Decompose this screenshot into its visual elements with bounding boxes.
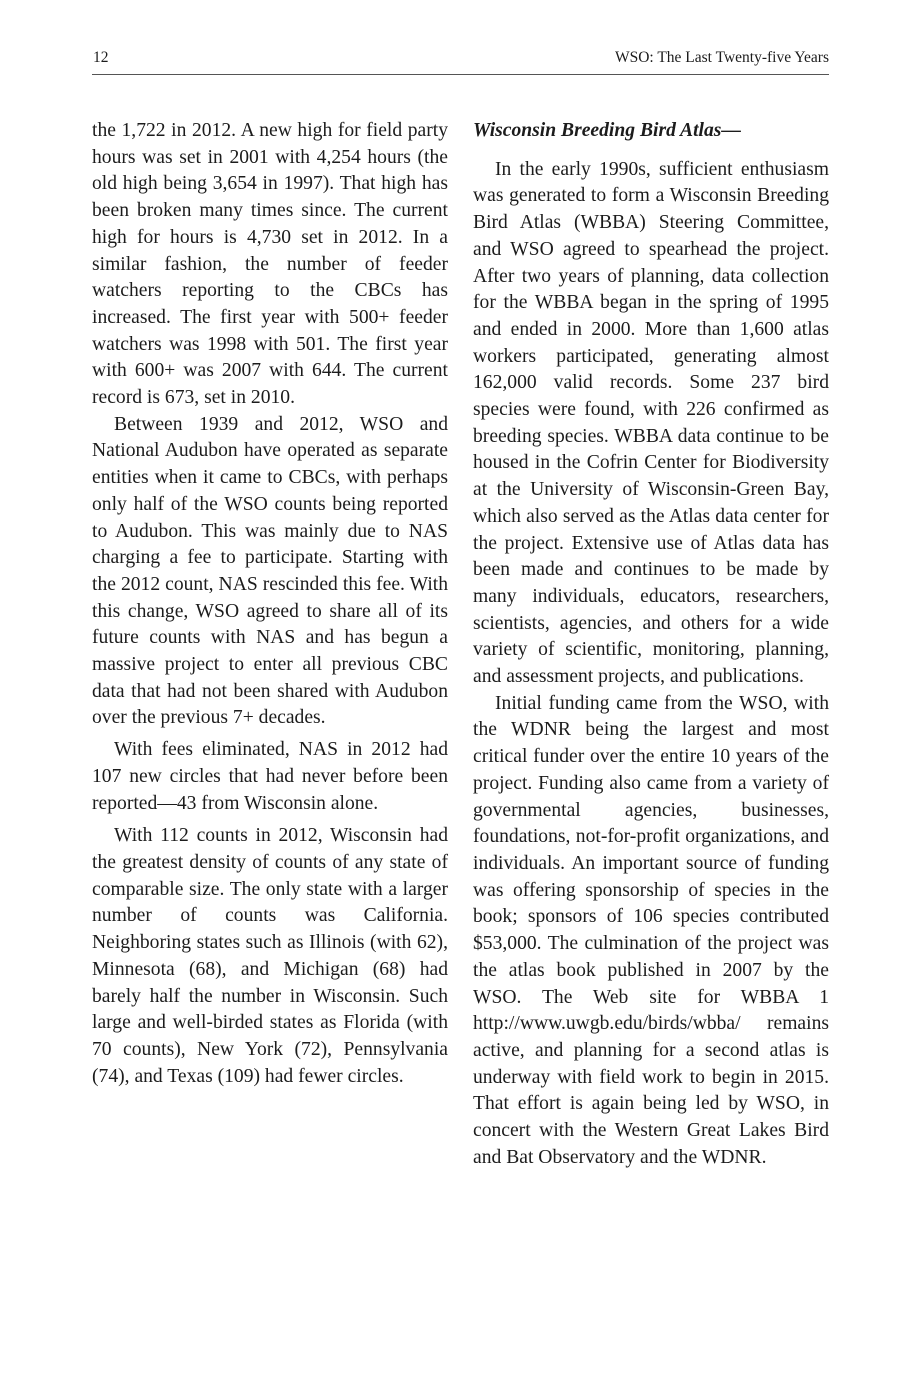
right-column — [473, 118, 829, 1171]
page-number: 12 — [93, 49, 109, 66]
paragraph: the 1,722 in 2012. A new high for field party hours was set in 2001 with 4,254 hours (the old high being 3,654 in 1997). That high has been broken many times since. The current high for hours is 4,730 set in 2012. In a similar fashion, the number of feeder watchers reporting to the CBCs has increased. The first year with 500+ feeder watchers was 1998 with 501. The first year with 600+ was 2007 with 644. The current record is 673, set in 2010. — [92, 120, 448, 409]
paragraph: Between 1939 and 2012, WSO and National Audubon have operated as separate entities when it came to CBCs, with perhaps only half of the WSO counts being reported to Audubon. This was mainly due to NAS charging a fee to participate. Starting with the 2012 count, NAS rescinded this fee. With this change, WSO agreed to share all of its future counts with NAS and has begun a massive project to enter all previous CBC data that had not been shared with Audubon over the previous 7+ decades. — [92, 413, 448, 729]
paragraph: Initial funding came from the WSO, with the WDNR being the largest and most critical funder over the entire 10 years of the project. Funding also came from a variety of governmental agencies, businesses, foundations, not-for-profit organizations, and individuals. An important source of funding was offering sponsorship of species in the book; sponsors of 106 species contributed $53,000. The culmination of the project was the atlas book published in 2007 by the WSO. The Web site for WBBA 1 http://www.uwgb.edu/birds/wbba/ remains active, and planning for a second atlas is underway with field work to begin in 2015. That effort is again being led by WSO, in concert with the Western Great Lakes Bird and Bat Observatory and the WDNR. — [473, 692, 829, 1168]
running-header — [92, 48, 829, 75]
paragraph: With 112 counts in 2012, Wisconsin had the greatest density of counts of any state of comparable size. The only state with a larger number of counts was California. Neighboring states such as Illinois (with 62), Minnesota (68), and Michigan (68) had barely half the number in Wisconsin. Such large and well-birded states as Florida (with 70 counts), New York (72), Pennsylvania (74), and Texas (109) had fewer circles. — [92, 825, 448, 1087]
section-heading: Wisconsin Breeding Bird Atlas— — [473, 120, 742, 141]
left-column — [92, 118, 448, 1090]
running-title: WSO: The Last Twenty-five Years — [614, 49, 829, 66]
paragraph: With fees eliminated, NAS in 2012 had 107 new circles that had never before been reported—43 from Wisconsin alone. — [92, 739, 448, 814]
paragraph: In the early 1990s, sufficient enthusiasm was generated to form a Wisconsin Breeding Bird Atlas (WBBA) Steering Committee, and WSO agreed to spearhead the project. After two years of planning, data collection for the WBBA began in the spring of 1995 and ended in 2000. More than 1,600 atlas workers participated, generating almost 162,000 valid records. Some 237 bird species were found, with 226 confirmed as breeding species. WBBA data continue to be housed in the Cofrin Center for Biodiversity at the University of Wisconsin-Green Bay, which also served as the Atlas data center for the project. Extensive use of Atlas data has been made and continues to be made by many individuals, educators, researchers, scientists, agencies, and others for a wide variety of scientific, monitoring, planning, and assessment projects, and publications. — [473, 158, 829, 688]
